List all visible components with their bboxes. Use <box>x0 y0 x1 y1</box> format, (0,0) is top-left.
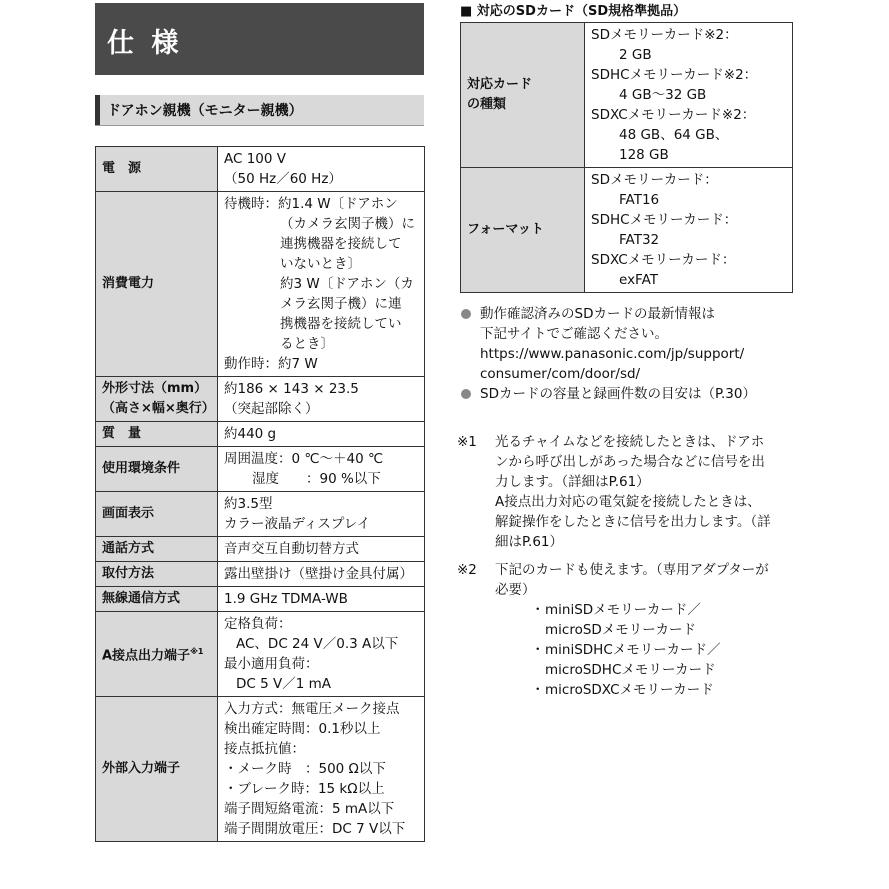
spec-value-line: ・ブレーク時：15 kΩ以上 <box>224 781 385 797</box>
spec-value-line: 検出確定時間：0.1秒以上 <box>224 721 381 737</box>
spec-key <box>96 377 218 422</box>
footnotes <box>457 432 792 708</box>
footnote <box>457 432 792 552</box>
footnote-line: 下記のカードも使えます。（専用アダプターが <box>495 562 769 578</box>
spec-row <box>96 447 425 492</box>
sd-key <box>461 168 585 293</box>
page-title: 仕 様 <box>107 28 183 59</box>
spec-key-label: 通話方式 <box>102 541 155 556</box>
bullet-line: https://www.panasonic.com/jp/support/ <box>480 346 745 362</box>
bullet-dot-icon: ・ <box>531 602 545 618</box>
spec-value <box>218 562 425 587</box>
spec-value-line: AC、DC 24 V／0.3 A以下 <box>236 636 399 652</box>
spec-key-label: 使用環境条件 <box>102 461 181 476</box>
spec-key-label: 画面表示 <box>102 506 155 521</box>
footnote-subitem-text: miniSDHCメモリーカード／ <box>545 642 721 658</box>
sd-value-line: SDメモリーカード※2： <box>591 27 738 43</box>
footnote-subitem-text: microSDメモリーカード <box>545 622 697 638</box>
spec-value-line: （突起部除く） <box>224 401 319 417</box>
spec-value <box>218 492 425 537</box>
spec-value-line: （50 Hz／60 Hz） <box>224 171 342 187</box>
spec-key <box>96 537 218 562</box>
section-title: ドアホン親機（モニター親機） <box>107 103 303 119</box>
spec-value-line: メラ玄関子機）に連 <box>280 296 402 312</box>
section-heading <box>95 95 424 126</box>
footnote-line: A接点出力対応の電気錠を接続したときは、 <box>495 494 761 510</box>
spec-value-line: 約3.5型 <box>224 496 273 512</box>
spec-row <box>96 192 425 377</box>
spec-value-line: DC 5 V／1 mA <box>236 676 331 692</box>
spec-row <box>96 587 425 612</box>
spec-value <box>218 697 425 842</box>
sd-value-line: FAT16 <box>619 192 660 208</box>
spec-value-line: 最小適用負荷： <box>224 656 319 672</box>
bullet-line: consumer/com/door/sd/ <box>480 366 641 382</box>
spec-key-label: 取付方法 <box>102 566 155 581</box>
bullet-line: 動作確認済みのSDカードの最新情報は <box>480 306 715 322</box>
spec-value-line: 連携機器を接続して <box>280 236 402 252</box>
spec-row <box>96 537 425 562</box>
spec-row <box>96 562 425 587</box>
spec-value-line: 約3 W〔ドアホン（カ <box>280 276 414 292</box>
page-title-bar <box>95 3 424 75</box>
spec-value-line: 接点抵抗値： <box>224 741 305 757</box>
spec-key <box>96 447 218 492</box>
spec-key-sub: （高さ×幅×奥行） <box>102 401 215 416</box>
spec-key-label: A接点出力端子$^{※1}$ <box>102 646 204 664</box>
spec-value-line: 入力方式：無電圧メーク接点 <box>224 701 400 717</box>
spec-key <box>96 697 218 842</box>
spec-row <box>96 697 425 842</box>
spec-value <box>218 612 425 697</box>
bullet-dot-icon: ・ <box>531 642 545 658</box>
spec-key <box>96 492 218 537</box>
spec-value-line: 待機時：約1.4 W〔ドアホン <box>224 196 398 212</box>
footnote-subitem <box>495 660 792 680</box>
spec-key <box>96 587 218 612</box>
spec-value-line: 湿度 ：90 %以下 <box>252 471 381 487</box>
spec-value-line: ・メーク時 ：500 Ω以下 <box>224 761 386 777</box>
spec-value <box>218 192 425 377</box>
footnote <box>457 560 792 700</box>
footnote-subitem <box>495 680 792 700</box>
footnote-subitem <box>495 640 792 660</box>
spec-key-label: 消費電力 <box>102 276 155 291</box>
sd-value-line: 128 GB <box>619 147 669 163</box>
spec-value-line: 周囲温度：0 ℃～＋40 ℃ <box>224 451 384 467</box>
spec-row <box>96 422 425 447</box>
sd-row <box>461 168 793 293</box>
spec-key-label: 外部入力端子 <box>102 761 181 776</box>
spec-value-line: 音声交互自動切替方式 <box>224 541 359 557</box>
footnote-subitem-text: microSDXCメモリーカード <box>545 682 714 698</box>
spec-row <box>96 492 425 537</box>
spec-value-line: 約440 g <box>224 426 277 442</box>
footnote-subitem-text: miniSDメモリーカード／ <box>545 602 701 618</box>
spec-value <box>218 422 425 447</box>
bullet-dot-icon: ・ <box>531 682 545 698</box>
spec-value-line: るとき〕 <box>280 336 334 352</box>
bullet-icon <box>461 389 471 399</box>
spec-value <box>218 537 425 562</box>
spec-key <box>96 147 218 192</box>
footnote-line: 光るチャイムなどを接続したときは、ドアホ <box>495 434 765 450</box>
footnote-subitem <box>495 620 792 640</box>
note-ref: ※1 <box>190 646 204 656</box>
sd-card-heading: ■ 対応のSDカード（SD規格準拠品） <box>460 4 687 19</box>
spec-value-line: 端子間短絡電流：5 mA以下 <box>224 801 395 817</box>
bullet-line: SDカードの容量と録画件数の目安は（P.30） <box>480 386 756 402</box>
spec-row <box>96 377 425 422</box>
spec-value-line: 定格負荷： <box>224 616 292 632</box>
spec-key-label: 質 量 <box>102 426 142 441</box>
sd-value-line: SDメモリーカード： <box>591 172 718 188</box>
spec-value-line: 端子間開放電圧：DC 7 V以下 <box>224 821 406 837</box>
sd-row <box>461 23 793 168</box>
spec-key-label: 無線通信方式 <box>102 591 181 606</box>
footnote-line: 解錠操作をしたときに信号を出力します。（詳 <box>495 514 771 530</box>
bullet-item <box>460 304 800 384</box>
footnote-mark: ※2 <box>457 562 477 578</box>
sd-card-table <box>460 22 793 293</box>
sd-value-line: SDHCメモリーカード： <box>591 212 738 228</box>
spec-value-line: カラー液晶ディスプレイ <box>224 516 371 532</box>
spec-value-line: （カメラ玄関子機）に <box>280 216 415 232</box>
section-marker <box>95 95 100 125</box>
spec-key <box>96 562 218 587</box>
bullet-item <box>460 384 800 404</box>
spec-value <box>218 447 425 492</box>
bullet-line: 下記サイトでご確認ください。 <box>480 326 669 342</box>
footnote-subitem-text: microSDHCメモリーカード <box>545 662 716 678</box>
spec-value-line: 約186 × 143 × 23.5 <box>224 381 359 397</box>
spec-value-line: AC 100 V <box>224 151 287 167</box>
spec-row <box>96 612 425 697</box>
footnote-line: ンから呼び出しがあった場合などに信号を出 <box>495 454 765 470</box>
sd-value-line: 48 GB、64 GB、 <box>619 127 729 143</box>
sd-value <box>585 23 793 168</box>
sd-value-line: SDHCメモリーカード※2： <box>591 67 758 83</box>
spec-key <box>96 422 218 447</box>
spec-value-line: 露出壁掛け（壁掛け金具付属） <box>224 566 413 582</box>
footnote-line: 細はP.61） <box>495 534 564 550</box>
sd-value-line: SDXCメモリーカード： <box>591 252 736 268</box>
spec-value-line: 1.9 GHz TDMA-WB <box>224 591 348 607</box>
spec-key <box>96 612 218 697</box>
spec-value-line: 動作時：約7 W <box>224 356 318 372</box>
sd-value <box>585 168 793 293</box>
spec-table <box>95 146 425 842</box>
spec-key-label: 外形寸法（mm） <box>102 381 208 396</box>
spec-value-line: 携機器を接続してい <box>280 316 402 332</box>
spec-key <box>96 192 218 377</box>
spec-value <box>218 147 425 192</box>
spec-value-line: いないとき〕 <box>280 256 361 272</box>
footnote-line: 力します。（詳細はP.61） <box>495 474 650 490</box>
sd-value-line: exFAT <box>619 272 659 288</box>
spec-value <box>218 587 425 612</box>
footnote-line: 必要） <box>495 582 536 598</box>
sd-key-sub: の種類 <box>467 97 507 112</box>
sd-value-line: SDXCメモリーカード※2： <box>591 107 756 123</box>
sd-key-label: 対応カード <box>467 77 533 92</box>
footnote-subitem <box>495 600 792 620</box>
sd-value-line: FAT32 <box>619 232 660 248</box>
sd-key <box>461 23 585 168</box>
sd-key-label: フォーマット <box>467 222 544 237</box>
sd-value-line: 2 GB <box>619 47 652 63</box>
sd-info-bullets <box>460 304 800 404</box>
sd-value-line: 4 GB～32 GB <box>619 87 707 103</box>
spec-row <box>96 147 425 192</box>
spec-value <box>218 377 425 422</box>
spec-key-label: 電 源 <box>102 161 142 176</box>
bullet-icon <box>461 309 471 319</box>
footnote-mark: ※1 <box>457 434 477 450</box>
